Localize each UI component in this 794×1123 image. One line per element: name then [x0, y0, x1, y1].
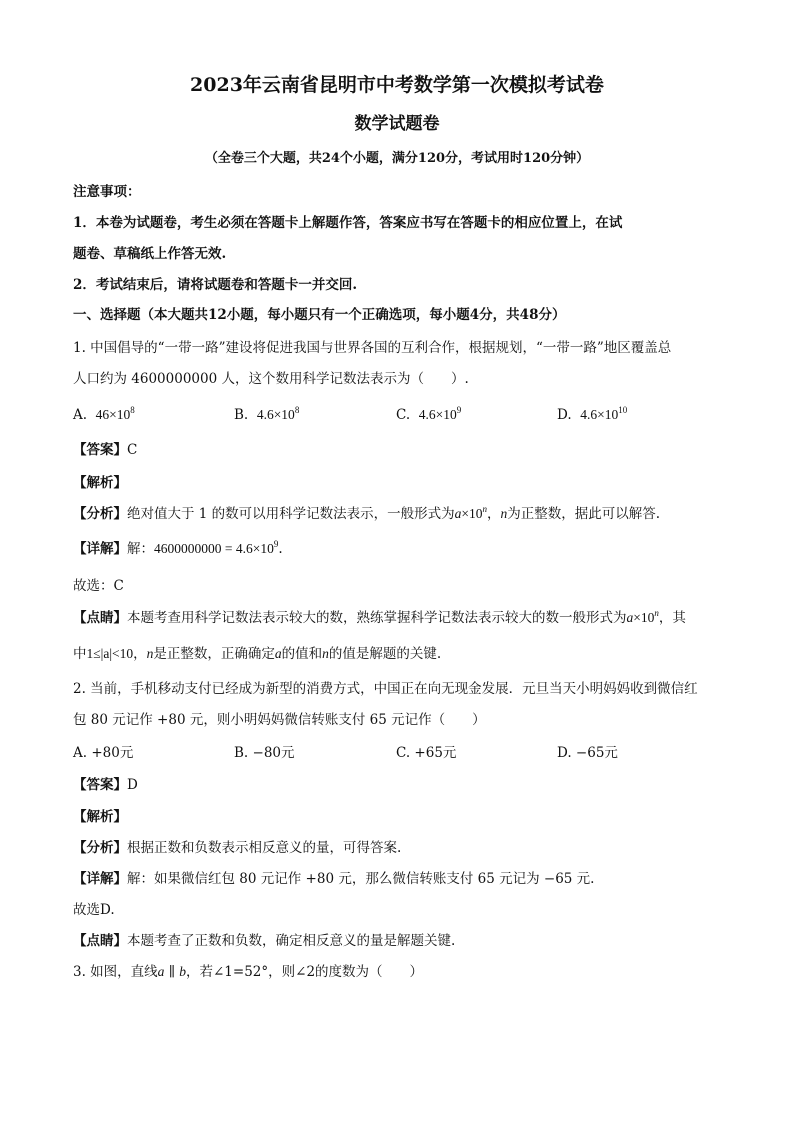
q1-stem-line-2: 人口约为 4600000000 人，这个数用科学记数法表示为（ ）.	[73, 371, 469, 387]
q2-fenxi: 【分析】根据正数和负数表示相反意义的量，可得答案.	[73, 840, 402, 856]
notice-item-1-line-2: 题卷、草稿纸上作答无效.	[73, 246, 227, 262]
q2-option-d: D. −65元	[557, 745, 618, 761]
notice-heading: 注意事项：	[73, 184, 141, 200]
q1-option-a: A. $46\times 10^8$	[73, 405, 135, 423]
q1-analysis-tag: 【解析】	[73, 475, 127, 491]
q2-xiangjie: 【详解】解：如果微信红包 80 元记作 +80 元，那么微信转账支付 65 元记为 −65 元.	[73, 871, 595, 887]
q1-fenxi: 【分析】绝对值大于 1 的数可以用科学记数法表示，一般形式为$a\times 10^n$，n为正整数，据此可以解答.	[73, 504, 661, 522]
q2-option-a: A. +80元	[73, 745, 134, 761]
q1-option-c: C. $4.6\times 10^9$	[396, 405, 462, 423]
q2-answer: 【答案】D	[73, 777, 138, 793]
q2-option-b: B. −80元	[234, 745, 295, 761]
q2-option-c: C. +65元	[396, 745, 457, 761]
q2-stem-line-2: 包 80 元记作 +80 元，则小明妈妈微信转账支付 65 元记作（ ）	[73, 712, 486, 728]
q1-answer: 【答案】C	[73, 442, 138, 458]
page-title: 2023年云南省昆明市中考数学第一次模拟考试卷	[190, 74, 604, 96]
section-1-heading: 一、选择题（本大题共12小题，每小题只有一个正确选项，每小题4分，共48分）	[73, 307, 566, 323]
q1-dianjing-line-2: 中1≤|a|<10，n是正整数，正确确定a的值和n的值是解题的关键.	[73, 646, 442, 662]
q1-stem-line-1: 1. 中国倡导的“一带一路”建设将促进我国与世界各国的互利合作，根据规划，“一带一路”地区覆盖总	[73, 340, 672, 356]
q1-option-d: D. $4.6\times 10^{10}$	[557, 405, 628, 423]
q3-stem: 3. 如图，直线a ∥ b，若∠1=52°，则∠2的度数为（ ）	[73, 964, 424, 980]
q2-dianjing: 【点睛】本题考查了正数和负数，确定相反意义的量是解题关键.	[73, 933, 456, 949]
q2-choice: 故选D.	[73, 902, 115, 918]
q1-option-b: B. $4.6\times 10^8$	[234, 405, 300, 423]
q1-dianjing-line-1: 【点睛】本题考查用科学记数法表示较大的数，熟练掌握科学记数法表示较大的数一般形式为$a\times 10^n$，其	[73, 608, 686, 626]
notice-item-2: 2．考试结束后，请将试题卷和答题卡一并交回.	[73, 277, 358, 293]
notice-item-1-line-1: 1．本卷为试题卷，考生必须在答题卡上解题作答，答案应书写在答题卡的相应位置上，在试	[73, 215, 623, 231]
q2-analysis-tag: 【解析】	[73, 809, 127, 825]
page-subtitle: 数学试题卷	[354, 114, 440, 134]
exam-note: （全卷三个大题，共24个小题，满分120分，考试用时120分钟）	[204, 151, 590, 166]
q1-xiangjie: 【详解】解：$4600000000 = 4.6\times 10^9$.	[73, 539, 283, 557]
q1-choice: 故选：C	[73, 578, 124, 594]
q2-stem-line-1: 2. 当前，手机移动支付已经成为新型的消费方式，中国正在向无现金发展．元旦当天小明妈妈收到微信红	[73, 681, 698, 697]
